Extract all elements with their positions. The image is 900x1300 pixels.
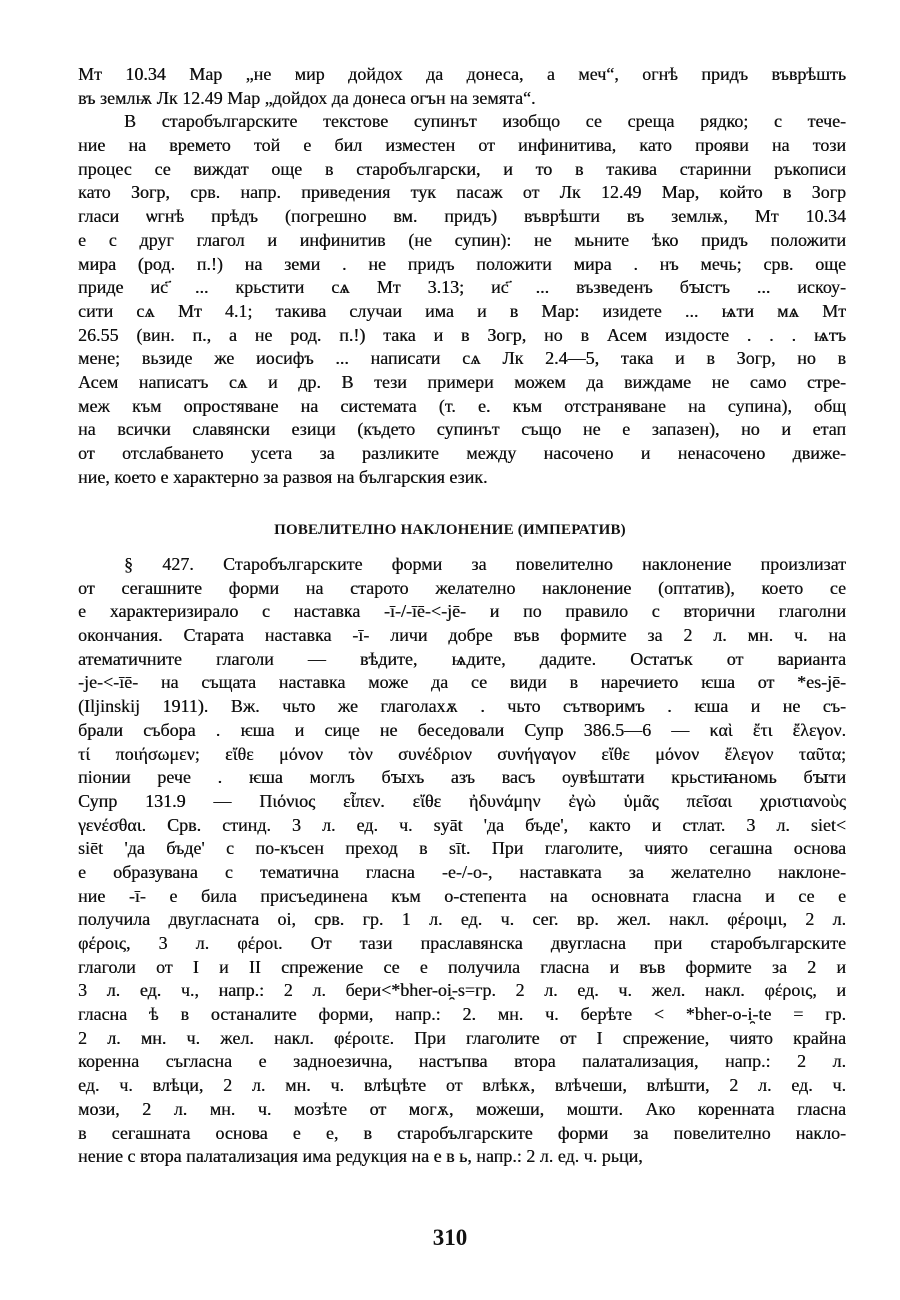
text-line-content: глаголи от I и II спрежение се е получила гласна и във формите за 2 и [78, 956, 846, 977]
text-line [78, 719, 846, 743]
text-line [78, 932, 846, 956]
text-line [78, 790, 846, 814]
text-line [78, 624, 846, 648]
text-line-content: В старобългарските текстове супинът изобщо се среща рядко; с тече- [124, 111, 846, 132]
text-line-content: гласна ѣ в останалите форми, напр.: 2. мн. ч. берѣте < *bher-o-i̯-te = гр. [78, 1004, 846, 1025]
text-line [78, 908, 846, 932]
text-line [78, 466, 846, 490]
text-line-content: γενέσθαι. Срв. стинд. 3 л. ед. ч. syāt 'да бъде', както и стлат. 3 л. siet< [78, 814, 846, 835]
text-line [78, 743, 846, 767]
text-line [78, 814, 846, 838]
text-line-content: атематичните глаголи — вѣдите, ѩдите, дадите. Остатък от варианта [78, 648, 846, 669]
text-line-content: получила двугласната oi, срв. гр. 1 л. ед. ч. сег. вр. жел. накл. φέροιμι, 2 л. [78, 909, 846, 930]
text-line-content: Мт 10.34 Мар „не мир дойдох да донеса, а меч“, огнѣ придъ въврѣшть [78, 64, 846, 84]
text-line-content: 3 л. ед. ч., напр.: 2 л. бери<*bher-oi̯-s=гр. 2 л. ед. ч. жел. накл. φέροις, и [78, 980, 846, 1001]
text-line [78, 979, 846, 1003]
text-line-content: приде ис҃ ... крьстити сѧ Мт 3.13; ис҃ ... възведенъ бꙑстъ ... искоу- [78, 277, 846, 298]
text-line [78, 63, 846, 87]
text-line-content: процес се виждат още в старобългарски, и то в такива старинни ръкописи [78, 158, 846, 179]
paragraph-supine [78, 110, 846, 489]
text-line-content: е образувана с тематична гласна -e-/-o-, наставката за желателно наклоне- [78, 861, 846, 882]
text-line-content: е характеризирало с наставка -ī-/-īē-<-jē- и по правило с вторични глаголни [78, 601, 846, 622]
text-line-content: коренна съгласна е задноезична, настъпва втора палатализация, напр.: 2 л. [78, 1051, 846, 1072]
text-line [78, 371, 846, 395]
text-line [78, 648, 846, 672]
text-line [78, 347, 846, 371]
text-line-content: брали събора . ѥша и сице не беседовали Супр 386.5—6 — καὶ ἔτι ἔλεγον. [78, 719, 846, 740]
text-line [78, 885, 846, 909]
text-line-content: φέροις, 3 л. φέροι. От тази праславянска двугласна при старобългарските [78, 933, 846, 953]
text-line-content: § 427. Старобългарските форми за повелително наклонение произлизат [124, 554, 846, 574]
text-line [78, 276, 846, 300]
text-line [78, 837, 846, 861]
text-line [78, 300, 846, 324]
text-line [78, 1145, 846, 1169]
text-line-content: като Зогр, срв. напр. приведения тук пасаж от Лк 12.49 Мар, който в Зогр [78, 182, 846, 203]
text-line-content: въ землѭ Лк 12.49 Мар „дойдох да донеса огън на земята“. [78, 87, 536, 108]
text-line [78, 695, 846, 719]
text-line-content: ед. ч. влѣци, 2 л. мн. ч. влѣцѣте от влѣкѫ, влѣчеши, влѣшти, 2 л. ед. ч. [78, 1075, 846, 1096]
text-line-content: мене; вьзиде же иосифъ ... написати сѧ Лк 2.4—5, така и в Зогр, но в [78, 348, 846, 369]
text-line-content: ние на времето той е бил изместен от инфинитива, като прояви на този [78, 135, 846, 156]
text-line-content: Супр 131.9 — Πιόνιος εἶπεν. εἴθε ἠδυνάμην ἐγὼ ὑμᾶς πεῖσαι χριστιανοὺς [78, 790, 846, 811]
text-line [78, 577, 846, 601]
text-line [78, 229, 846, 253]
text-line [78, 1027, 846, 1051]
paragraph-427 [78, 553, 846, 1169]
text-line-content: на всички славянски езици (където супинът също не е запазен), но и етап [78, 419, 846, 440]
text-line-content: от сегашните форми на старото желателно наклонение (оптатив), което се [78, 577, 846, 598]
text-line [78, 671, 846, 695]
text-line-content: -je-<-īē- на същата наставка може да се види в наречието ѥша от *es-jē- [78, 672, 846, 693]
text-line [78, 324, 846, 348]
text-line [78, 1050, 846, 1074]
text-line-content: мира (род. п.!) на земи . не придъ положити мира . нъ мечь; срв. още [78, 253, 846, 274]
text-line [78, 418, 846, 442]
text-line-content: Асем написатъ сѧ и др. В тези примери можем да виждаме не само стре- [78, 371, 846, 392]
page-number: 310 [432, 1225, 468, 1250]
text-line-content: піонии рече . ѥша моглъ бꙑхъ азъ васъ оувѣштати крьстиꙗномь бꙑти [78, 767, 846, 788]
text-line-content: меж към опростяване на системата (т. е. към отстраняване на супина), общ [78, 395, 846, 416]
text-line-content: окончания. Старата наставка -ī- личи добре във формите за 2 л. мн. ч. на [78, 625, 846, 646]
text-line [78, 766, 846, 790]
text-line [78, 1074, 846, 1098]
text-line-content: ние -ī- е била присъединена към o-степента на основната гласна и се е [78, 885, 846, 906]
text-line [78, 87, 846, 111]
text-line-content: нение с втора палатализация има редукция на е в ь, напр.: 2 л. ед. ч. рьци, [78, 1146, 643, 1167]
text-line-content: 2 л. мн. ч. жел. накл. φέροιτε. При глаголите от I спрежение, чиято крайна [78, 1027, 846, 1048]
text-line-content: мози, 2 л. мн. ч. мозѣте от могѫ, можеши, мошти. Ако коренната гласна [78, 1098, 846, 1119]
text-line [78, 158, 846, 182]
text-line-content: е с друг глагол и инфинитив (не супин): не мьните ѣко придъ положити [78, 229, 846, 250]
text-line-content: ние, което е характерно за развоя на българския език. [78, 466, 488, 487]
text-line-content: от отслабването усета за разликите между насочено и ненасочено движе- [78, 443, 846, 464]
text-line [78, 205, 846, 229]
text-line [78, 253, 846, 277]
text-line [78, 600, 846, 624]
text-line [78, 442, 846, 466]
text-line [78, 1003, 846, 1027]
text-line-content: сити сѧ Мт 4.1; такива случаи има и в Мар: изидете ... ѩти мѧ Мт [78, 300, 846, 321]
text-block-continuation [78, 63, 846, 110]
text-line-content: в сегашната основа е е, в старобългарските форми за повелително накло- [78, 1122, 846, 1143]
text-line [78, 956, 846, 980]
text-line [78, 1098, 846, 1122]
text-line [78, 110, 846, 134]
text-line [78, 181, 846, 205]
text-line [78, 1122, 846, 1146]
text-line-content: τί ποιήσωμεν; εἴθε μόνον τὸν συνέδριον συνήγαγον εἴθε μόνον ἔλεγον ταῦτα; [78, 743, 846, 764]
text-line [78, 134, 846, 158]
text-line-content: siēt 'да бъде' с по-късен преход в sīt. При глаголите, чиято сегашна основа [78, 838, 846, 859]
text-line [78, 395, 846, 419]
text-line [78, 861, 846, 885]
text-line-content: (Iljinskij 1911). Вж. чьто же глаголахѫ . чьто сътворимъ . ѥша и не съ- [78, 696, 846, 717]
text-line-content: 26.55 (вин. п., а не род. п.!) така и в Зогр, но в Асем изıдосте . . . ѩтъ [78, 324, 846, 345]
section-heading: ПОВЕЛИТЕЛНО НАКЛОНЕНИЕ (ИМПЕРАТИВ) [274, 522, 626, 538]
text-line [78, 553, 846, 577]
text-line-content: гласи ѡгнѣ прѣдъ (погрешно вм. придъ) въврѣшти въ землѭ, Мт 10.34 [78, 206, 846, 227]
